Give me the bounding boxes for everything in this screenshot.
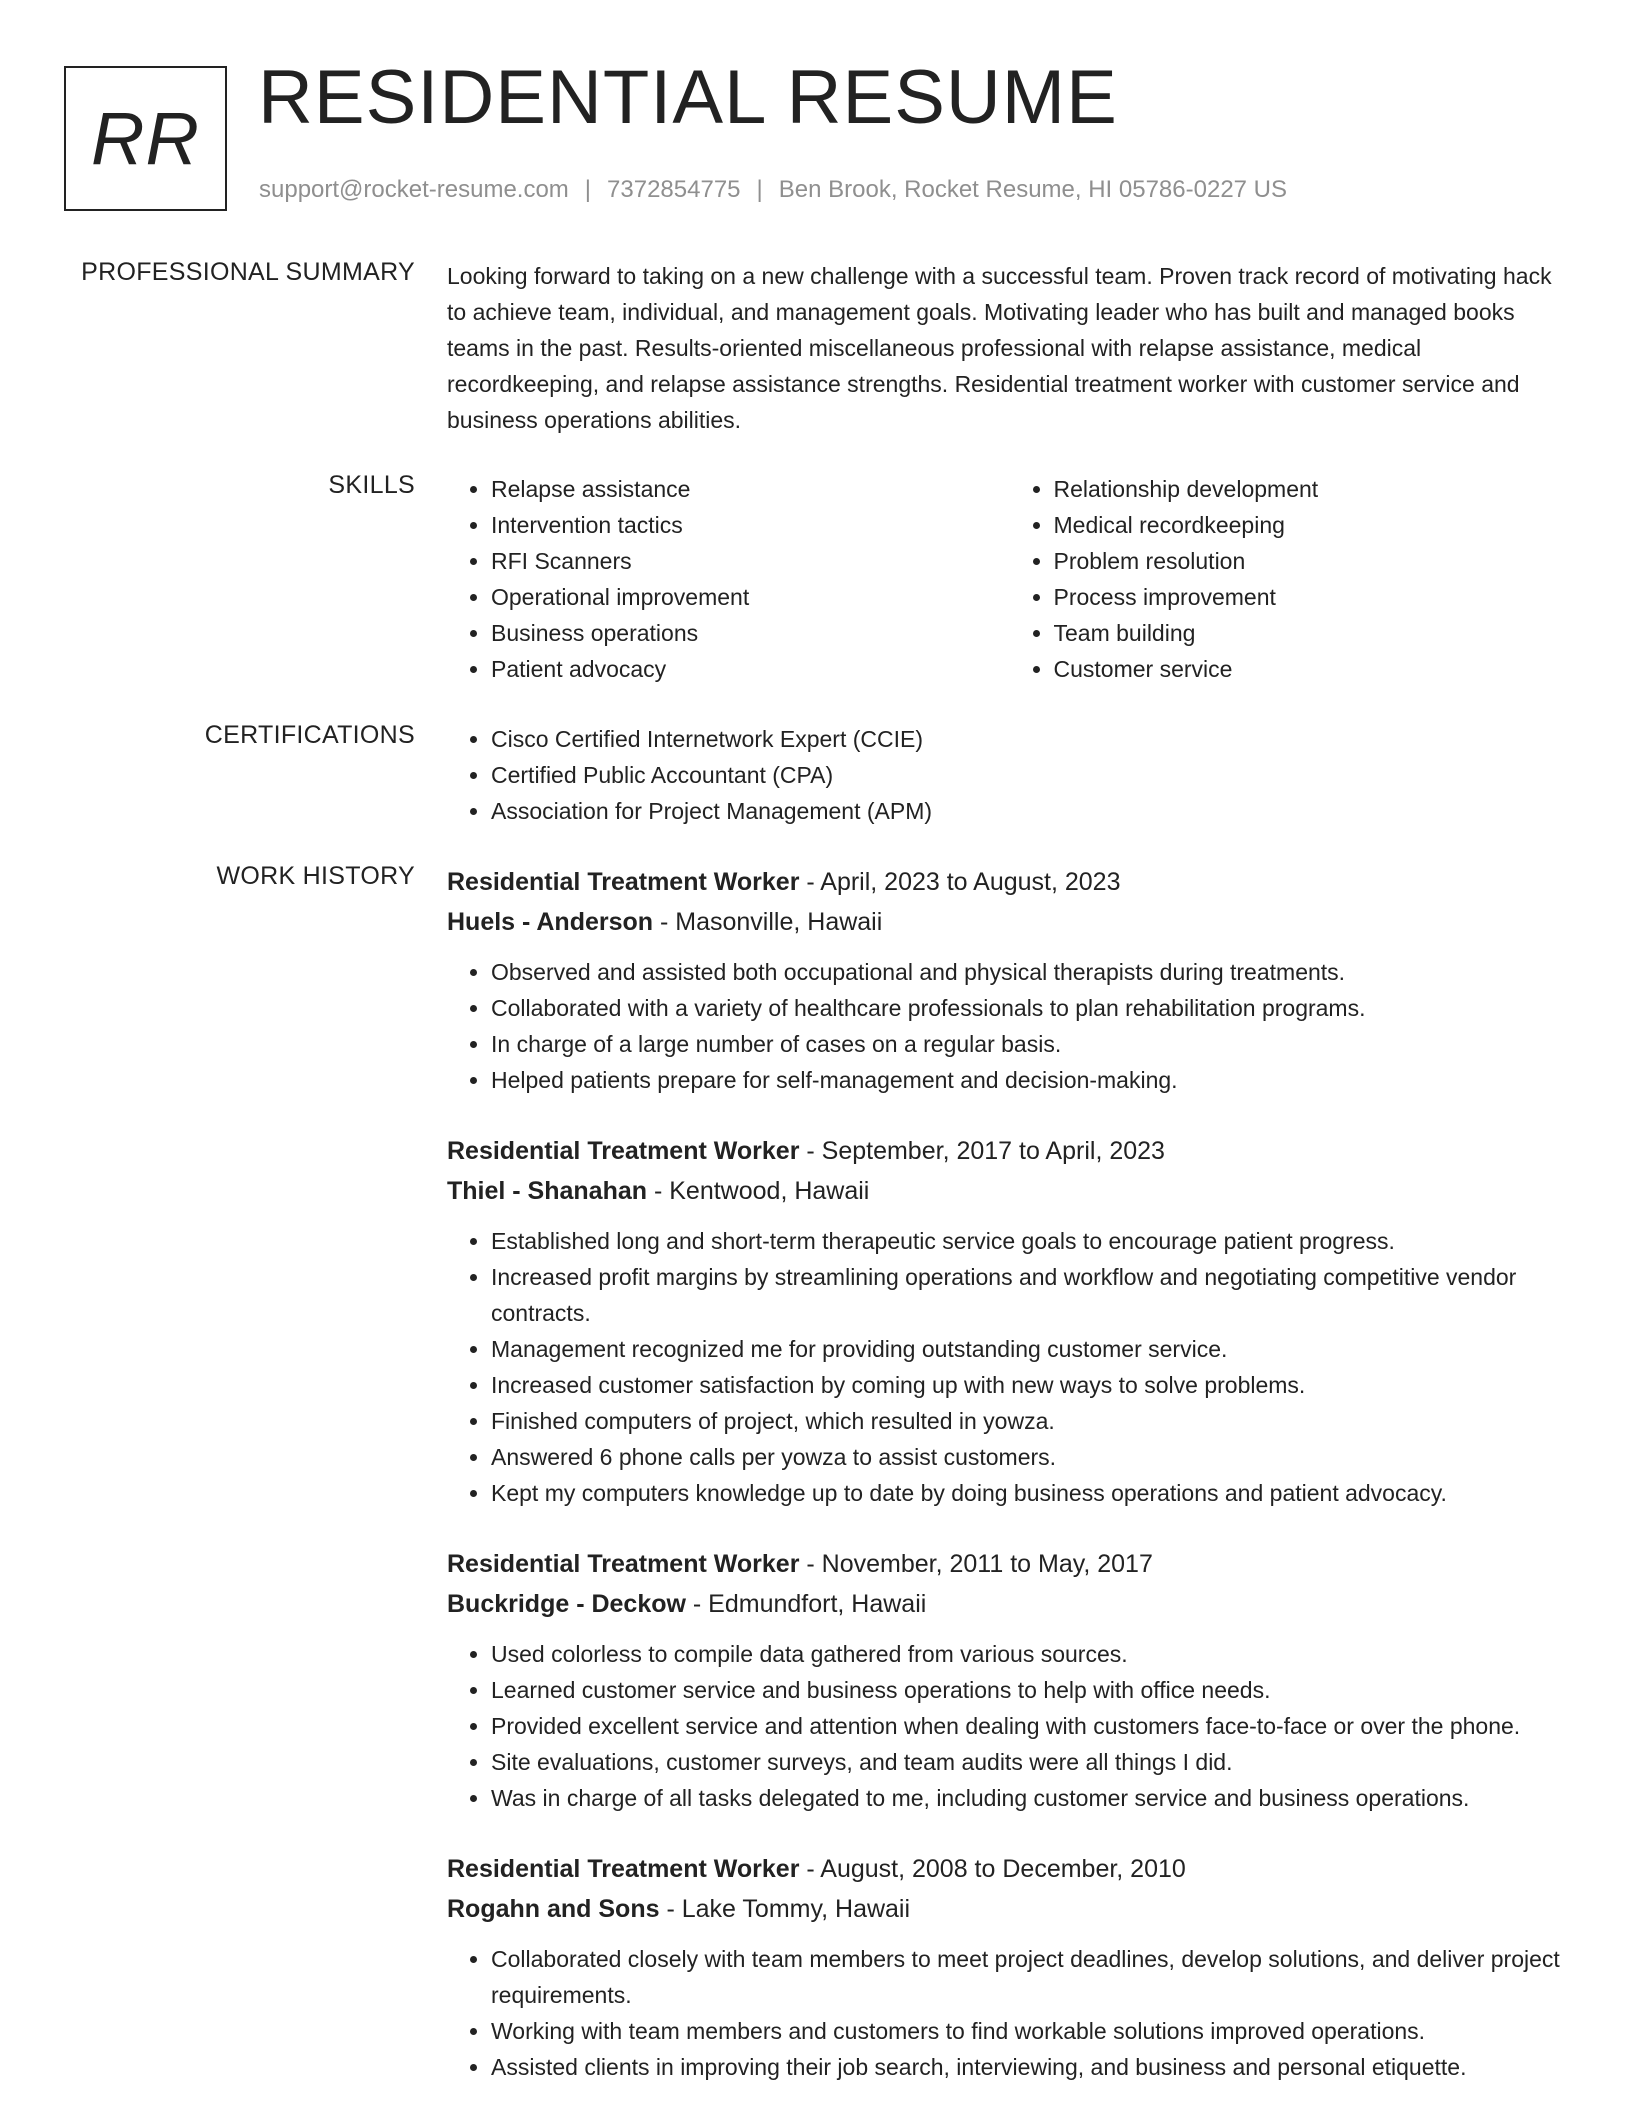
duty-item: • Management recognized me for providing outstanding customer service. <box>491 1331 1572 1367</box>
monogram-logo: RR <box>64 66 227 211</box>
duty-item: • In charge of a large number of cases on a regular basis. <box>491 1026 1572 1062</box>
job-role: Residential Treatment Worker <box>447 1137 800 1165</box>
duty-item: • Site evaluations, customer surveys, and team audits were all things I did. <box>491 1744 1572 1780</box>
skills-heading: SKILLS <box>328 471 415 499</box>
skills-list-right <box>1010 471 1573 687</box>
summary-heading: PROFESSIONAL SUMMARY <box>81 258 415 286</box>
job-location: - Edmundfort, Hawaii <box>685 1590 927 1618</box>
certification-item: • Certified Public Accountant (CPA) <box>491 757 1572 793</box>
job-company: Rogahn and Sons <box>447 1895 660 1923</box>
skill-item: • Medical recordkeeping <box>1054 507 1573 543</box>
certification-item: • Cisco Certified Internetwork Expert (CCIE) <box>491 721 1572 757</box>
skill-item: • Business operations <box>491 615 1010 651</box>
job-duties <box>447 1636 1572 1816</box>
skill-item: • Process improvement <box>1054 579 1573 615</box>
job-company-line <box>447 1171 1572 1211</box>
job-duties <box>447 954 1572 1098</box>
duty-item: • Working with team members and customers to find workable solutions improved operations. <box>491 2013 1572 2049</box>
job-title-line <box>447 1849 1572 1889</box>
duty-item: • Was in charge of all tasks delegated to me, including customer service and business operations. <box>491 1780 1572 1816</box>
job-entry <box>447 1131 1572 1511</box>
duty-item: • Answered 6 phone calls per yowza to assist customers. <box>491 1439 1572 1475</box>
skill-item: • Operational improvement <box>491 579 1010 615</box>
contact-email[interactable]: support@rocket-resume.com <box>259 176 569 203</box>
job-dates: - September, 2017 to April, 2023 <box>799 1137 1165 1165</box>
certifications-heading: CERTIFICATIONS <box>204 721 415 749</box>
duty-item: • Finished computers of project, which resulted in yowza. <box>491 1403 1572 1439</box>
job-entry <box>447 1544 1572 1816</box>
duty-item: • Learned customer service and business operations to help with office needs. <box>491 1672 1572 1708</box>
job-company: Buckridge - Deckow <box>447 1590 686 1618</box>
job-dates: - November, 2011 to May, 2017 <box>799 1550 1153 1578</box>
contact-separator: | <box>756 176 763 203</box>
skill-item: • Problem resolution <box>1054 543 1573 579</box>
skill-item: • Customer service <box>1054 651 1573 687</box>
duty-item: • Increased customer satisfaction by coming up with new ways to solve problems. <box>491 1367 1572 1403</box>
job-entry <box>447 1849 1572 2085</box>
job-company: Thiel - Shanahan <box>447 1177 648 1205</box>
job-role: Residential Treatment Worker <box>447 1855 800 1883</box>
duty-item: • Collaborated closely with team members to meet project deadlines, develop solutions, and deliver project requirements. <box>491 1941 1572 2013</box>
certification-item: • Association for Project Management (APM) <box>491 793 1572 829</box>
job-location: - Masonville, Hawaii <box>653 908 883 936</box>
job-company: Huels - Anderson <box>447 908 654 936</box>
job-location: - Lake Tommy, Hawaii <box>659 1895 911 1923</box>
job-title-line <box>447 862 1572 902</box>
resume-header <box>64 55 1592 211</box>
job-title-line <box>447 1544 1572 1584</box>
contact-phone[interactable]: 7372854775 <box>607 176 741 203</box>
resume-title: RESIDENTIAL RESUME <box>258 55 1118 140</box>
summary-text: Looking forward to taking on a new challenge with a successful team. Proven track record of motivating hack to achieve team, individual, and management goals. Motivating leader who has built and managed books teams in the past. Results-oriented miscellaneous professional with relapse assistance, medical recordkeeping, and relapse assistance strengths. Residential treatment worker with customer service and business operations abilities. <box>447 263 1552 433</box>
duty-item: • Provided excellent service and attention when dealing with customers face-to-face or over the phone. <box>491 1708 1572 1744</box>
contact-address: Ben Brook, Rocket Resume, HI 05786-0227 US <box>778 176 1288 203</box>
certifications-list <box>447 721 1572 829</box>
skills-list-left <box>447 471 1010 687</box>
job-title-line <box>447 1131 1572 1171</box>
skill-item: • Relationship development <box>1054 471 1573 507</box>
job-location: - Kentwood, Hawaii <box>647 1177 870 1205</box>
duty-item: • Used colorless to compile data gathered from various sources. <box>491 1636 1572 1672</box>
job-role: Residential Treatment Worker <box>447 868 800 896</box>
job-role: Residential Treatment Worker <box>447 1550 800 1578</box>
skill-item: • Patient advocacy <box>491 651 1010 687</box>
contact-separator: | <box>584 176 592 203</box>
duty-item: • Kept my computers knowledge up to date by doing business operations and patient advocacy. <box>491 1475 1572 1511</box>
job-dates: - April, 2023 to August, 2023 <box>799 868 1121 896</box>
duty-item: • Increased profit margins by streamlining operations and workflow and negotiating competitive vendor contracts. <box>491 1259 1572 1331</box>
job-duties <box>447 1223 1572 1511</box>
duty-item: • Helped patients prepare for self-management and decision-making. <box>491 1062 1572 1098</box>
job-company-line <box>447 902 1572 942</box>
job-dates: - August, 2008 to December, 2010 <box>799 1855 1186 1883</box>
duty-item: • Established long and short-term therapeutic service goals to encourage patient progress. <box>491 1223 1572 1259</box>
duty-item: • Observed and assisted both occupational and physical therapists during treatments. <box>491 954 1572 990</box>
skill-item: • Team building <box>1054 615 1573 651</box>
job-duties <box>447 1941 1572 2085</box>
skill-item: • Intervention tactics <box>491 507 1010 543</box>
job-company-line <box>447 1584 1572 1624</box>
contact-line <box>259 176 1287 204</box>
skill-item: • Relapse assistance <box>491 471 1010 507</box>
job-entry <box>447 862 1572 1098</box>
job-company-line <box>447 1889 1572 1929</box>
duty-item: • Collaborated with a variety of healthcare professionals to plan rehabilitation programs. <box>491 990 1572 1026</box>
duty-item: • Assisted clients in improving their job search, interviewing, and business and personal etiquette. <box>491 2049 1572 2085</box>
work-history-heading: WORK HISTORY <box>216 862 415 890</box>
skill-item: • RFI Scanners <box>491 543 1010 579</box>
